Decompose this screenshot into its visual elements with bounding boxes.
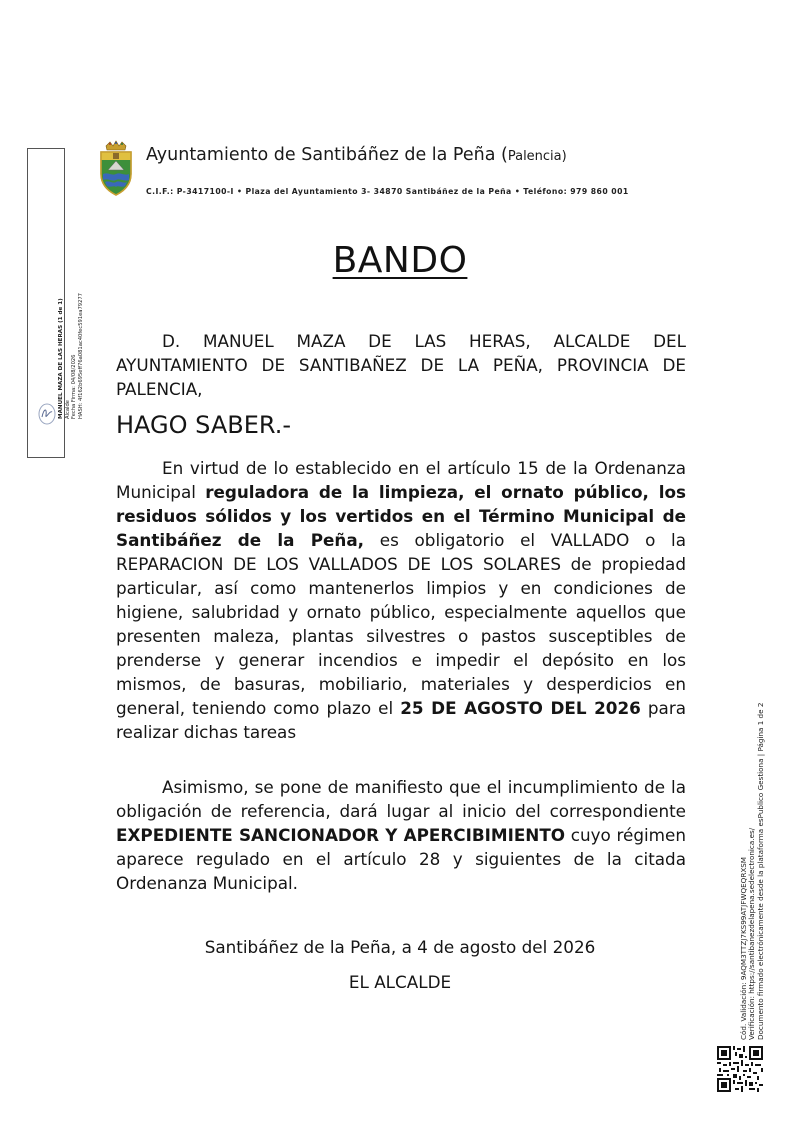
- main-text-1: En virtud de lo establecido en el artículo 15 de la Ordenanza Municipal: [116, 458, 686, 502]
- signer-title: EL ALCALDE: [348, 972, 452, 992]
- province-name: Palencia): [507, 149, 567, 164]
- municipality-title: [146, 145, 567, 165]
- main-text-2: es obligatorio el VALLADO o la REPARACION DE LOS VALLADOS DE LOS SOLARES de propiedad particular, así como mantenerlos limpios y en condiciones de higiene, salubridad y ornato público, especialmente aquellos que presenten maleza, plantas silvestres o pastos susceptibles de prenderse y generar incendios e impedir el depósito en los mismos, de basuras, mobiliario, materiales y desperdicios en general, teniendo como plazo el: [116, 530, 686, 718]
- second-text-1: Asimismo, se pone de manifiesto que el incumplimiento de la obligación de referencia, dará lugar al inicio del correspondiente: [116, 777, 686, 821]
- province-paren: (: [501, 145, 508, 165]
- ordinance-name: reguladora de la limpieza, el ornato público, los residuos sólidos y los vertidos en el Término Municipal de Santibáñez de la Peña,: [116, 482, 686, 550]
- qr-code-icon[interactable]: [717, 1046, 763, 1092]
- document-title: BANDO: [332, 240, 468, 281]
- signature-date: Fecha Firma: 04/08/2026: [71, 354, 78, 419]
- signature-seal-icon: [37, 402, 57, 426]
- document-title-wrap: [0, 240, 800, 281]
- main-text-3: para realizar dichas tareas: [116, 698, 687, 742]
- validation-code: Cód. Validación: 9AQM3TTZJ7KS99ATJFWQEQRXSM: [739, 856, 748, 1040]
- deadline-date: 25 DE AGOSTO DEL 2026: [400, 698, 641, 718]
- header-contact-info: C.I.F.: P-3417100-I • Plaza del Ayuntamiento 3- 34870 Santibáñez de la Peña • Teléfono: 979 860 001: [146, 187, 629, 196]
- second-paragraph: [116, 775, 686, 895]
- platform-page-note: Documento firmado electrónicamente desde la plataforma esPublico Gestiona | Página 1 de 2: [755, 702, 765, 1040]
- hago-saber-heading: HAGO SABER.-: [116, 411, 291, 439]
- verification-strip: [740, 700, 776, 1040]
- intro-paragraph: D. MANUEL MAZA DE LAS HERAS, ALCALDE DEL AYUNTAMIENTO DE SANTIBAÑEZ DE LA PEÑA, PROVINCIA DE PALENCIA,: [116, 331, 686, 399]
- sanction-label: EXPEDIENTE SANCIONADOR Y APERCIBIMIENTO: [116, 825, 566, 845]
- signer-name: MANUEL MAZA DE LAS HERAS (1 de 1): [58, 298, 64, 419]
- municipality-name: Ayuntamiento de Santibáñez de la Peña: [146, 145, 496, 165]
- main-paragraph: [116, 456, 686, 744]
- verification-url: Verificación: https://santibanezdelapena.sedelectronica.es/: [747, 827, 757, 1040]
- second-text-2: cuyo régimen aparece regulado en el artículo 28 y siguientes de la citada Ordenanza Municipal.: [116, 825, 686, 893]
- place-and-date: Santibáñez de la Peña, a 4 de agosto del 2026: [204, 937, 596, 957]
- coat-of-arms-icon: [96, 140, 136, 196]
- signature-stamp: [27, 148, 84, 458]
- signer-role: Alcalde: [64, 400, 71, 419]
- signature-hash: HASH: 4f162b695eff76a081ac40fec591ea79277: [77, 293, 84, 419]
